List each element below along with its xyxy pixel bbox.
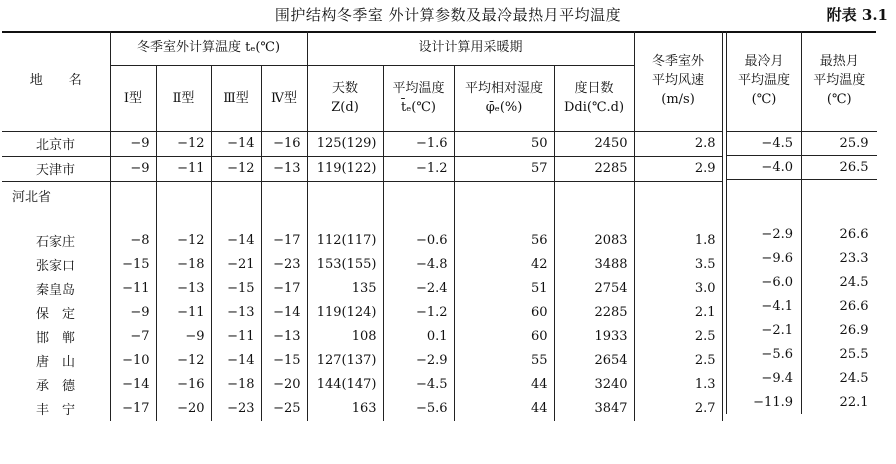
coldest-header-unit: (℃) [751, 92, 777, 108]
type-1-header: Ⅰ型 [110, 65, 156, 131]
table-row [2, 301, 722, 325]
cell-t3: −18 [211, 373, 261, 397]
cell-avg-temp: −2.9 [383, 349, 454, 373]
cell-t3: −15 [211, 277, 261, 301]
table-reference: 附表 3.1 [826, 6, 888, 24]
cell-days: 125(129) [307, 131, 383, 156]
cell-coldest: −5.6 [727, 342, 802, 366]
row-name: 北京市 [2, 131, 110, 156]
cell-t4: −20 [261, 373, 307, 397]
cell-avg-rh: 50 [454, 131, 554, 156]
cell-t1: −11 [110, 277, 156, 301]
cell-t1: −8 [110, 229, 156, 253]
cell-wind: 1.3 [634, 373, 722, 397]
cell-days: 112(117) [307, 229, 383, 253]
cell-avg-rh: 55 [454, 349, 554, 373]
row-name: 石家庄 [2, 229, 110, 253]
type-3-header: Ⅲ型 [211, 65, 261, 131]
table-row [2, 277, 722, 301]
table-row [2, 253, 722, 277]
cell-t4: −17 [261, 277, 307, 301]
cell-hottest: 24.5 [802, 366, 877, 390]
cell-t4: −13 [261, 156, 307, 181]
heating-period-group-header: 设计计算用采暖期 [307, 31, 634, 65]
cell-coldest: −4.0 [727, 155, 802, 179]
cell-days: 135 [307, 277, 383, 301]
cell-coldest: −2.1 [727, 318, 802, 342]
type-4-header: Ⅳ型 [261, 65, 307, 131]
cell-hottest: 26.6 [802, 222, 877, 246]
cell-t4: −16 [261, 131, 307, 156]
hottest-header-line2: 平均温度 [813, 73, 866, 89]
cell-avg-rh: 51 [454, 277, 554, 301]
coldest-header-line2: 平均温度 [737, 73, 790, 89]
cell-t2: −20 [156, 397, 211, 421]
row-name: 天津市 [2, 156, 110, 181]
cell-hottest: 25.9 [802, 131, 877, 155]
hottest-header-unit: (℃) [826, 92, 852, 108]
degree-days-label: 度日数 [574, 81, 614, 96]
cell-hottest: 26.5 [802, 155, 877, 179]
cell-t1: −9 [110, 156, 156, 181]
cell-avg-rh: 44 [454, 373, 554, 397]
avg-temp-label: 平均温度 [392, 81, 445, 96]
cell-hottest: 24.5 [802, 270, 877, 294]
cell-wind: 3.0 [634, 277, 722, 301]
cell-t4: −14 [261, 301, 307, 325]
cell-t1: −9 [110, 131, 156, 156]
cell-t4: −13 [261, 325, 307, 349]
table-row [2, 349, 722, 373]
cell-days: 119(122) [307, 156, 383, 181]
cell-avg-rh: 56 [454, 229, 554, 253]
cell-degree-days: 3847 [554, 397, 634, 421]
wind-header-line1: 冬季室外 [652, 54, 705, 70]
cell-hottest: 22.1 [802, 390, 877, 414]
cell-wind: 2.1 [634, 301, 722, 325]
row-name: 丰 宁 [2, 397, 110, 421]
hottest-header-line1: 最热月 [819, 54, 859, 70]
cell-t3: −11 [211, 325, 261, 349]
cell-t3: −14 [211, 349, 261, 373]
cell-avg-temp: −0.6 [383, 229, 454, 253]
province-row [2, 181, 722, 214]
cell-avg-rh: 42 [454, 253, 554, 277]
cell-days: 153(155) [307, 253, 383, 277]
cell-coldest: −2.9 [727, 222, 802, 246]
cell-t4: −15 [261, 349, 307, 373]
avg-rh-header [454, 65, 554, 131]
cell-avg-temp: −2.4 [383, 277, 454, 301]
main-table-container [2, 31, 722, 421]
hottest-month-header [802, 31, 877, 131]
table-row [2, 373, 722, 397]
cell-avg-temp: −1.2 [383, 301, 454, 325]
days-header [307, 65, 383, 131]
cell-degree-days: 2450 [554, 131, 634, 156]
cell-wind: 2.7 [634, 397, 722, 421]
degree-days-header [554, 65, 634, 131]
days-unit: Z(d) [331, 100, 359, 115]
coldest-month-header [727, 31, 802, 131]
table-row [2, 156, 722, 181]
cell-t3: −14 [211, 229, 261, 253]
cell-t4: −17 [261, 229, 307, 253]
cell-wind: 1.8 [634, 229, 722, 253]
cell-avg-rh: 44 [454, 397, 554, 421]
cell-wind: 2.9 [634, 156, 722, 181]
cell-t3: −21 [211, 253, 261, 277]
wind-header-unit: (m/s) [661, 92, 695, 108]
cell-coldest: −9.4 [727, 366, 802, 390]
cell-t1: −7 [110, 325, 156, 349]
cell-t2: −11 [156, 301, 211, 325]
cell-t2: −13 [156, 277, 211, 301]
avg-rh-label: 平均相对湿度 [465, 81, 544, 96]
cell-avg-temp: 0.1 [383, 325, 454, 349]
cell-avg-rh: 60 [454, 301, 554, 325]
avg-rh-unit: φ̄ₑ(%) [485, 100, 523, 115]
cell-degree-days: 2285 [554, 301, 634, 325]
cell-t2: −16 [156, 373, 211, 397]
cell-t1: −14 [110, 373, 156, 397]
cell-days: 108 [307, 325, 383, 349]
row-name: 保 定 [2, 301, 110, 325]
row-name: 邯 郸 [2, 325, 110, 349]
row-name: 承 德 [2, 373, 110, 397]
wind-header-line2: 平均风速 [652, 73, 705, 89]
cell-avg-rh: 60 [454, 325, 554, 349]
cell-degree-days: 2083 [554, 229, 634, 253]
table-row [2, 397, 722, 421]
winter-temp-group-header: 冬季室外计算温度 tₑ(℃) [110, 31, 307, 65]
type-2-header: Ⅱ型 [156, 65, 211, 131]
cell-t1: −9 [110, 301, 156, 325]
cell-avg-temp: −5.6 [383, 397, 454, 421]
cell-t2: −12 [156, 229, 211, 253]
cell-t3: −12 [211, 156, 261, 181]
cell-avg-temp: −4.8 [383, 253, 454, 277]
table-row [2, 325, 722, 349]
cell-coldest: −11.9 [727, 390, 802, 414]
cell-degree-days: 1933 [554, 325, 634, 349]
cell-degree-days: 2285 [554, 156, 634, 181]
cell-wind: 2.8 [634, 131, 722, 156]
cell-t2: −11 [156, 156, 211, 181]
cell-degree-days: 3488 [554, 253, 634, 277]
cell-wind: 2.5 [634, 325, 722, 349]
cell-t1: −17 [110, 397, 156, 421]
cell-degree-days: 2654 [554, 349, 634, 373]
cell-degree-days: 2754 [554, 277, 634, 301]
cell-avg-temp: −1.2 [383, 156, 454, 181]
cell-t3: −13 [211, 301, 261, 325]
days-label: 天数 [332, 81, 359, 96]
cell-t2: −12 [156, 349, 211, 373]
cell-degree-days: 3240 [554, 373, 634, 397]
monthly-temp-table [726, 31, 877, 414]
location-header: 地 名 [2, 31, 110, 131]
cell-wind: 2.5 [634, 349, 722, 373]
cell-coldest: −4.1 [727, 294, 802, 318]
cell-t1: −10 [110, 349, 156, 373]
cell-t1: −15 [110, 253, 156, 277]
row-name: 张家口 [2, 253, 110, 277]
avg-temp-header [383, 65, 454, 131]
cell-days: 119(124) [307, 301, 383, 325]
cell-avg-rh: 57 [454, 156, 554, 181]
province-heading: 河北省 [2, 181, 110, 214]
cell-t3: −23 [211, 397, 261, 421]
cell-wind: 3.5 [634, 253, 722, 277]
cell-t4: −23 [261, 253, 307, 277]
monthly-temp-side-table [726, 31, 876, 414]
cell-t4: −25 [261, 397, 307, 421]
coldest-header-line1: 最冷月 [744, 54, 784, 70]
row-name: 唐 山 [2, 349, 110, 373]
cell-t3: −14 [211, 131, 261, 156]
avg-temp-unit: t̄ₑ(℃) [401, 100, 436, 115]
cell-hottest: 25.5 [802, 342, 877, 366]
wind-speed-header [634, 31, 722, 131]
cell-avg-temp: −1.6 [383, 131, 454, 156]
cell-t2: −12 [156, 131, 211, 156]
cell-hottest: 23.3 [802, 246, 877, 270]
cell-hottest: 26.6 [802, 294, 877, 318]
cell-avg-temp: −4.5 [383, 373, 454, 397]
cell-days: 127(137) [307, 349, 383, 373]
cell-days: 163 [307, 397, 383, 421]
cell-t2: −18 [156, 253, 211, 277]
cell-coldest: −4.5 [727, 131, 802, 155]
climate-parameter-table [2, 31, 723, 421]
cell-coldest: −9.6 [727, 246, 802, 270]
degree-days-unit: Ddi(℃.d) [564, 100, 625, 115]
table-title: 围护结构冬季室 外计算参数及最冷最热月平均温度 [274, 6, 622, 24]
cell-t2: −9 [156, 325, 211, 349]
cell-days: 144(147) [307, 373, 383, 397]
cell-hottest: 26.9 [802, 318, 877, 342]
row-name: 秦皇岛 [2, 277, 110, 301]
table-row [2, 229, 722, 253]
table-row [2, 131, 722, 156]
cell-coldest: −6.0 [727, 270, 802, 294]
